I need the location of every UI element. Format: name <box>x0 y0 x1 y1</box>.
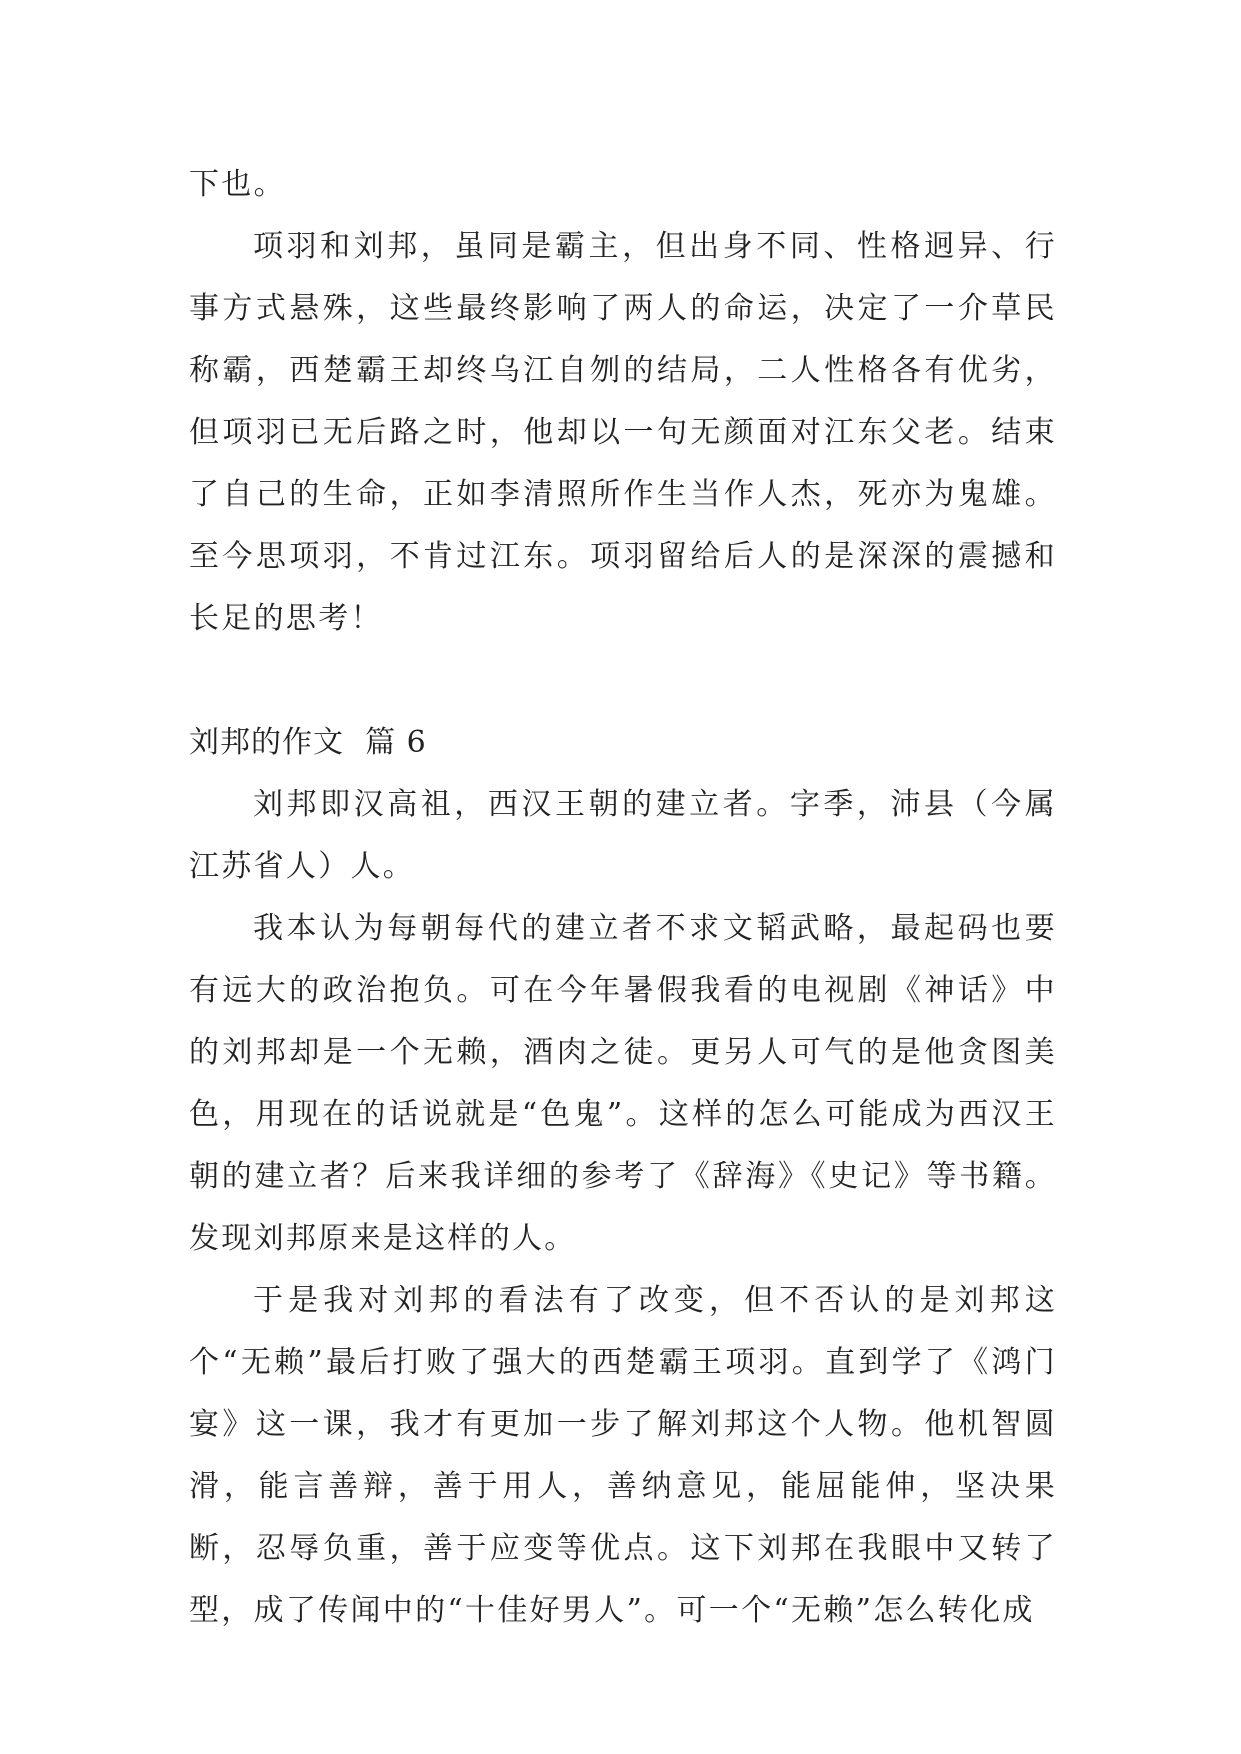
section-spacer <box>189 650 1057 712</box>
paragraph: 刘邦即汉高祖，西汉王朝的建立者。字季，沛县（今属江苏省人）人。 <box>189 787 1057 884</box>
paragraph: 项羽和刘邦，虽同是霸主，但出身不同、性格迥异、行事方式悬殊，这些最终影响了两人的命运，决定了一介草民称霸，西楚霸王却终乌江自刎的结局，二人性格各有优劣，但项羽已无后路之时，他却以一句无颜面对江东父老。结束了自己的生命，正如李清照所作生当作人杰，死亦为鬼雄。至今思项羽，不肯过江东。项羽留给后人的是深深的震撼和长足的思考！ <box>189 229 1057 636</box>
document-body <box>189 154 1057 1642</box>
section-heading: 刘邦的作文 篇 6 <box>189 725 427 760</box>
continuation-text: 下也。 <box>189 167 286 202</box>
paragraph: 我本认为每朝每代的建立者不求文韬武略，最起码也要有远大的政治抱负。可在今年暑假我看的电视剧《神话》中的刘邦却是一个无赖，酒肉之徒。更另人可气的是他贪图美色，用现在的话说就是“色鬼”。这样的怎么可能成为西汉王朝的建立者？后来我详细的参考了《辞海》《史记》等书籍。发现刘邦原来是这样的人。 <box>189 911 1057 1256</box>
paragraph: 于是我对刘邦的看法有了改变，但不否认的是刘邦这个“无赖”最后打败了强大的西楚霸王项羽。直到学了《鸿门宴》这一课，我才有更加一步了解刘邦这个人物。他机智圆滑，能言善辩，善于用人，善纳意见，能屈能伸，坚决果断，忍辱负重，善于应变等优点。这下刘邦在我眼中又转了型，成了传闻中的“十佳好男人”。可一个“无赖”怎么转化成 <box>189 1283 1057 1628</box>
